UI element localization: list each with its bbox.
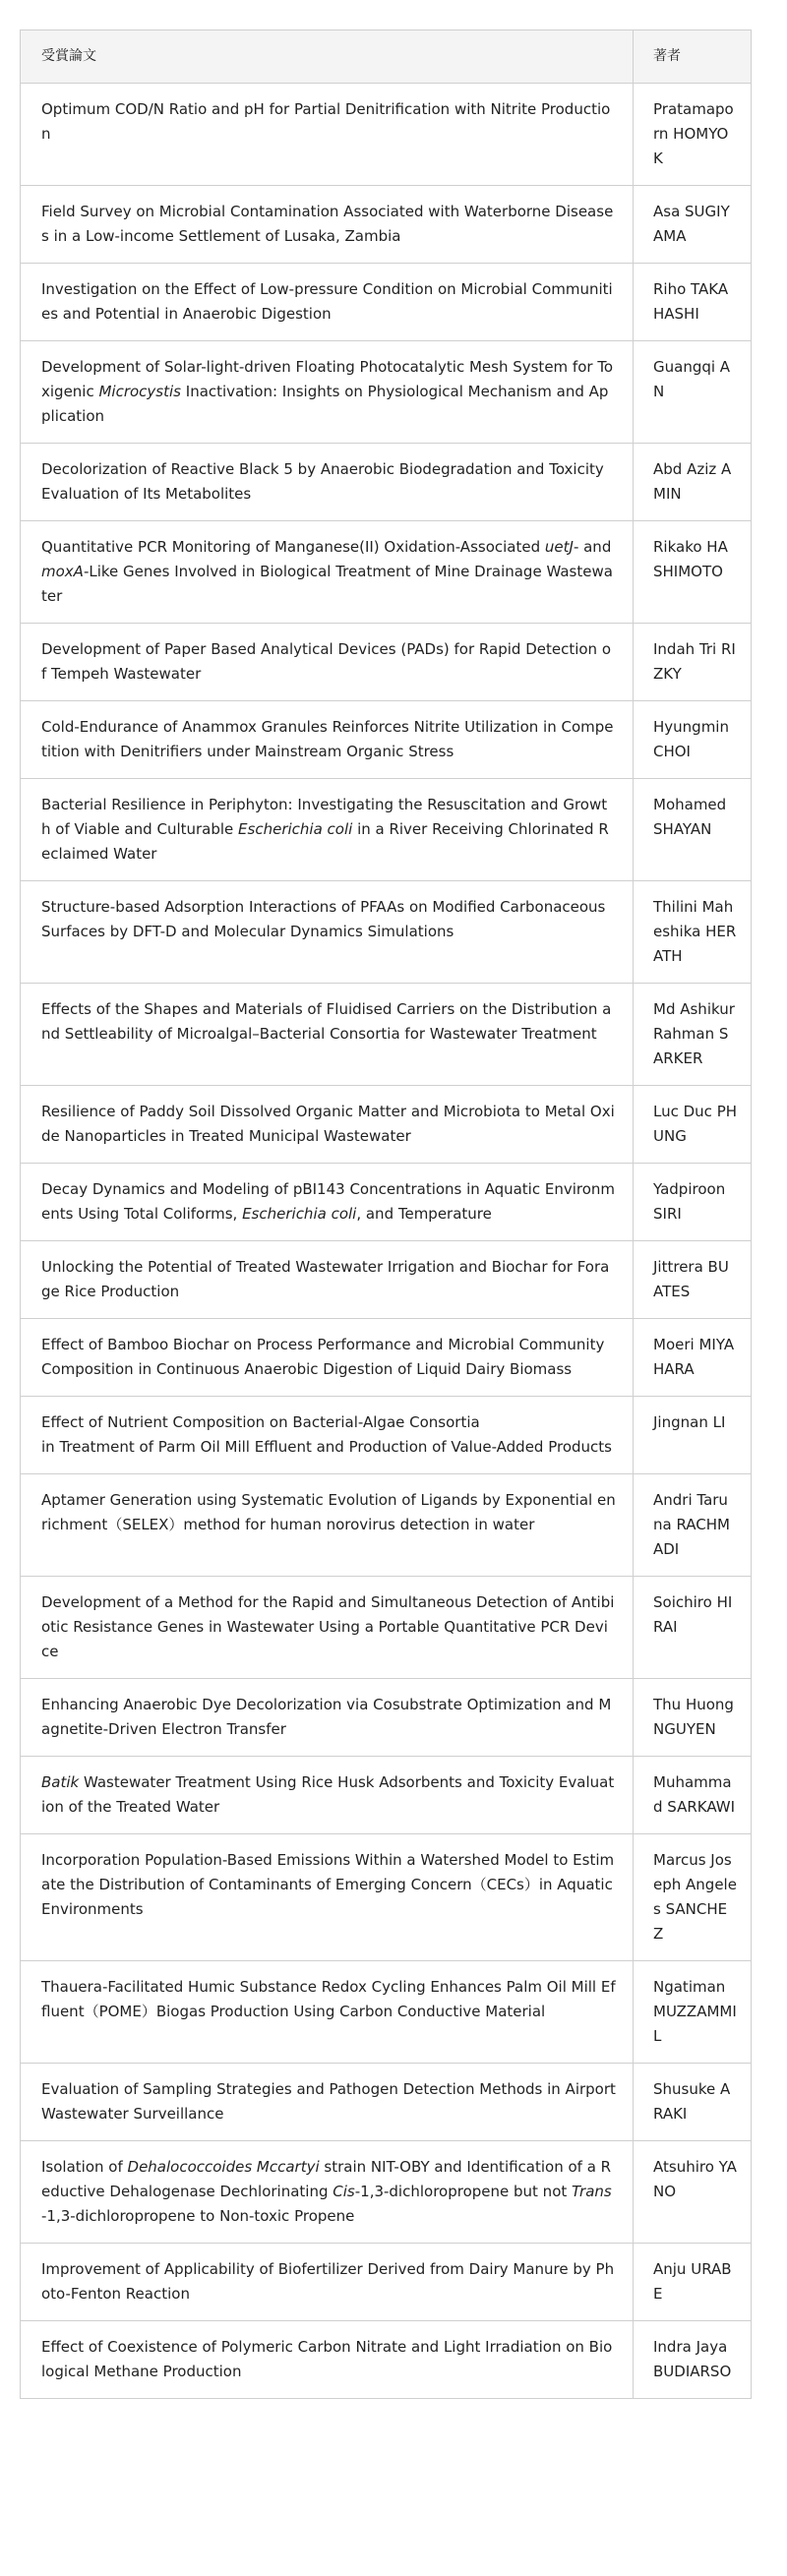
paper-title-text: , and Temperature (356, 1205, 492, 1223)
table-body (21, 84, 752, 2399)
author-cell: Guangqi AN (634, 341, 752, 444)
paper-title-cell (21, 2064, 634, 2141)
paper-title-cell (21, 1164, 634, 1241)
author-cell: Md Ashikur Rahman SARKER (634, 984, 752, 1086)
paper-title-text: Effect of Nutrient Composition on Bacterial-Algae Consortia (41, 1413, 480, 1431)
table-row (21, 1834, 752, 1961)
paper-title-cell (21, 186, 634, 264)
paper-title-text: Development of Solar-light-driven Floating Photocatalytic Mesh System for Toxigenic (41, 358, 614, 400)
author-cell: Asa SUGIYAMA (634, 186, 752, 264)
table-row (21, 779, 752, 881)
table-row (21, 984, 752, 1086)
paper-title-text: Effects of the Shapes and Materials of Fluidised Carriers on the Distribution and Settleability of Microalgal–Bacterial Consortia for Wastewater Treatment (41, 1000, 612, 1043)
paper-title-cell (21, 2321, 634, 2399)
paper-title-text: Cold-Endurance of Anammox Granules Reinforces Nitrite Utilization in Competition with Denitrifiers under Mainstream Organic Stress (41, 718, 614, 760)
author-cell: Luc Duc PHUNG (634, 1086, 752, 1164)
paper-title-text: -1,3-dichloropropene but not (354, 2183, 573, 2200)
paper-title-text: Thauera-Facilitated Humic Substance Redox Cycling Enhances Palm Oil Mill Effluent（POME）Biogas Production Using Carbon Conductive Material (41, 1978, 616, 2020)
paper-title-text: Decay Dynamics and Modeling of pBI143 Concentrations in Aquatic Environments Using Total Coliforms, (41, 1180, 616, 1223)
table-row (21, 624, 752, 701)
paper-title-text: Effect of Coexistence of Polymeric Carbon Nitrate and Light Irradiation on Biological Methane Production (41, 2338, 613, 2380)
author-cell: Jittrera BUATES (634, 1241, 752, 1319)
paper-title-text: Aptamer Generation using Systematic Evolution of Ligands by Exponential enrichment（SELEX）method for human norovirus detection in water (41, 1491, 616, 1533)
paper-title-cell (21, 1397, 634, 1474)
paper-title-cell (21, 2141, 634, 2244)
paper-title-text: Quantitative PCR Monitoring of Manganese(II) Oxidation-Associated (41, 538, 545, 556)
author-cell: Abd Aziz AMIN (634, 444, 752, 521)
author-cell: Ngatiman MUZZAMMIL (634, 1961, 752, 2064)
table-row (21, 444, 752, 521)
paper-title-cell (21, 1757, 634, 1834)
table-row (21, 1086, 752, 1164)
paper-title-italic: moxA (41, 563, 84, 580)
paper-title-italic: Escherichia coli (242, 1205, 357, 1223)
paper-title-text: Development of a Method for the Rapid and Simultaneous Detection of Antibiotic Resistance Genes in Wastewater Using a Portable Quantitative PCR Device (41, 1593, 615, 1660)
author-cell: Marcus Joseph Angeles SANCHEZ (634, 1834, 752, 1961)
table-row (21, 1757, 752, 1834)
paper-title-text: Development of Paper Based Analytical Devices (PADs) for Rapid Detection of Tempeh Wastewater (41, 640, 612, 683)
paper-title-italic: Microcystis (98, 383, 181, 400)
paper-title-cell (21, 1474, 634, 1577)
paper-title-cell (21, 341, 634, 444)
table-row (21, 1474, 752, 1577)
paper-title-cell (21, 264, 634, 341)
paper-title-cell (21, 1834, 634, 1961)
table-row (21, 264, 752, 341)
author-cell: Jingnan LI (634, 1397, 752, 1474)
author-cell: Atsuhiro YANO (634, 2141, 752, 2244)
table-row (21, 2141, 752, 2244)
paper-title-italic: Escherichia coli (238, 820, 353, 838)
paper-title-text: -1,3-dichloropropene to Non-toxic Propene (41, 2207, 355, 2225)
author-cell: Shusuke ARAKI (634, 2064, 752, 2141)
paper-title-cell (21, 444, 634, 521)
table-row (21, 701, 752, 779)
table-row (21, 1961, 752, 2064)
paper-title-cell (21, 521, 634, 624)
table-row (21, 1241, 752, 1319)
author-cell: Thilini Maheshika HERATH (634, 881, 752, 984)
author-cell: Anju URABE (634, 2244, 752, 2321)
header-author: 著者 (634, 30, 752, 84)
paper-title-cell (21, 1086, 634, 1164)
author-cell: Muhammad SARKAWI (634, 1757, 752, 1834)
table-row (21, 341, 752, 444)
paper-title-text: -Like Genes Involved in Biological Treatment of Mine Drainage Wastewater (41, 563, 613, 605)
table-row (21, 186, 752, 264)
table-row (21, 1397, 752, 1474)
paper-title-italic: Trans (572, 2183, 612, 2200)
table-row (21, 2064, 752, 2141)
paper-title-cell (21, 1577, 634, 1679)
paper-title-text: Effect of Bamboo Biochar on Process Performance and Microbial Community Composition in Continuous Anaerobic Digestion of Liquid Dairy Biomass (41, 1336, 605, 1378)
paper-title-text: Inactivation: Insights on Physiological Mechanism and Application (41, 383, 609, 425)
paper-title-text: Optimum COD/N Ratio and pH for Partial Denitrification with Nitrite Production (41, 100, 611, 143)
paper-title-cell (21, 779, 634, 881)
author-cell: Soichiro HIRAI (634, 1577, 752, 1679)
table-row (21, 881, 752, 984)
paper-title-text: in a River Receiving Chlorinated Reclaimed Water (41, 820, 609, 863)
paper-title-italic: uetJ (544, 538, 574, 556)
table-row (21, 1679, 752, 1757)
paper-title-text: Bacterial Resilience in Periphyton: Investigating the Resuscitation and Growth of Viable and Culturable (41, 796, 608, 838)
author-cell: Thu Huong NGUYEN (634, 1679, 752, 1757)
paper-title-text: Investigation on the Effect of Low-pressure Condition on Microbial Communities and Potential in Anaerobic Digestion (41, 280, 613, 323)
paper-title-cell (21, 1961, 634, 2064)
author-cell: Andri Taruna RACHMADI (634, 1474, 752, 1577)
table-header-row (21, 30, 752, 84)
author-cell: Moeri MIYAHARA (634, 1319, 752, 1397)
table-row (21, 521, 752, 624)
author-cell: Indra Jaya BUDIARSO (634, 2321, 752, 2399)
author-cell: Riho TAKAHASHI (634, 264, 752, 341)
paper-title-italic: Batik (41, 1773, 80, 1791)
table-row (21, 1319, 752, 1397)
paper-title-text: Improvement of Applicability of Biofertilizer Derived from Dairy Manure by Photo-Fenton Reaction (41, 2260, 615, 2303)
table-row (21, 2321, 752, 2399)
paper-title-italic: Cis (333, 2183, 355, 2200)
author-cell: Mohamed SHAYAN (634, 779, 752, 881)
awards-table (20, 30, 752, 2399)
paper-title-cell (21, 2244, 634, 2321)
author-cell: Pratamaporn HOMYOK (634, 84, 752, 186)
table-row (21, 1164, 752, 1241)
paper-title-cell (21, 984, 634, 1086)
author-cell: Hyungmin CHOI (634, 701, 752, 779)
paper-title-text: in Treatment of Parm Oil Mill Effluent and Production of Value-Added Products (41, 1438, 612, 1456)
paper-title-text: Incorporation Population-Based Emissions Within a Watershed Model to Estimate the Distribution of Contaminants of Emerging Concern（CECs）in Aquatic Environments (41, 1851, 615, 1918)
author-cell: Yadpiroon SIRI (634, 1164, 752, 1241)
paper-title-cell (21, 881, 634, 984)
table-row (21, 1577, 752, 1679)
paper-title-text: Decolorization of Reactive Black 5 by Anaerobic Biodegradation and Toxicity Evaluation of Its Metabolites (41, 460, 604, 503)
paper-title-cell (21, 1241, 634, 1319)
paper-title-text: Structure-based Adsorption Interactions of PFAAs on Modified Carbonaceous Surfaces by DFT-D and Molecular Dynamics Simulations (41, 898, 606, 940)
table-row (21, 2244, 752, 2321)
paper-title-cell (21, 84, 634, 186)
paper-title-text: strain NIT-OBY and Identification of a Reductive Dehalogenase Dechlorinating (41, 2158, 612, 2200)
paper-title-text: Wastewater Treatment Using Rice Husk Adsorbents and Toxicity Evaluation of the Treated Water (41, 1773, 615, 1816)
paper-title-cell (21, 701, 634, 779)
paper-title-cell (21, 1679, 634, 1757)
paper-title-cell (21, 1319, 634, 1397)
header-paper: 受賞論文 (21, 30, 634, 84)
paper-title-cell (21, 624, 634, 701)
table-row (21, 84, 752, 186)
author-cell: Indah Tri RIZKY (634, 624, 752, 701)
paper-title-text: - and (573, 538, 612, 556)
paper-title-text: Field Survey on Microbial Contamination Associated with Waterborne Diseases in a Low-income Settlement of Lusaka, Zambia (41, 203, 614, 245)
paper-title-text: Unlocking the Potential of Treated Wastewater Irrigation and Biochar for Forage Rice Production (41, 1258, 610, 1300)
paper-title-text: Evaluation of Sampling Strategies and Pathogen Detection Methods in Airport Wastewater Surveillance (41, 2080, 616, 2123)
author-cell: Rikako HASHIMOTO (634, 521, 752, 624)
paper-title-italic: Dehalococcoides Mccartyi (127, 2158, 320, 2176)
paper-title-text: Enhancing Anaerobic Dye Decolorization via Cosubstrate Optimization and Magnetite-Driven Electron Transfer (41, 1696, 612, 1738)
paper-title-text: Resilience of Paddy Soil Dissolved Organic Matter and Microbiota to Metal Oxide Nanoparticles in Treated Municipal Wastewater (41, 1103, 615, 1145)
paper-title-text: Isolation of (41, 2158, 128, 2176)
